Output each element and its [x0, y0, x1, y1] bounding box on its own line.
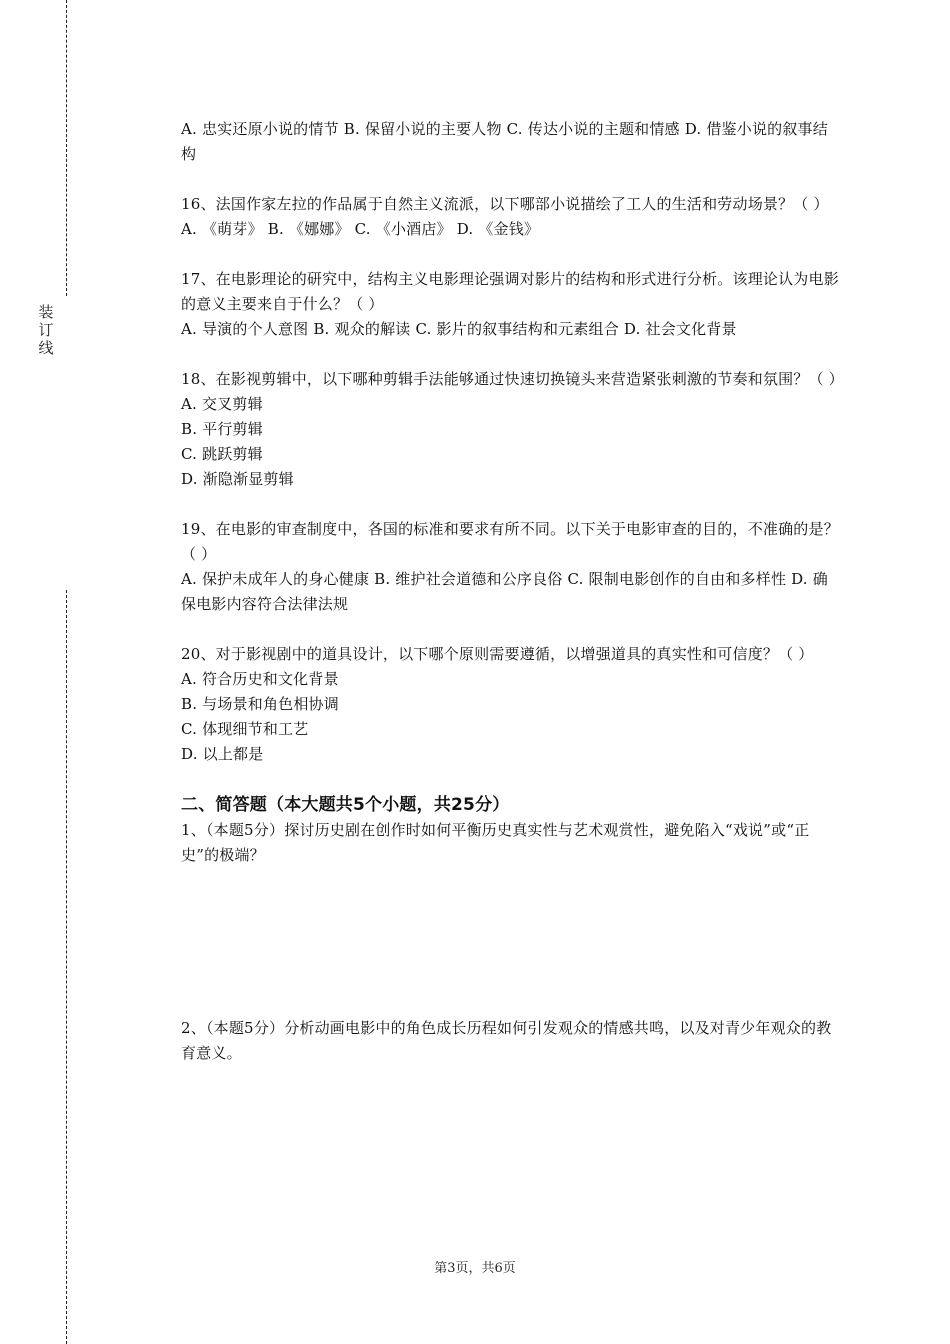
binding-line-bottom	[66, 590, 67, 1344]
option-c: C. 跳跃剪辑	[181, 445, 263, 463]
question-18	[181, 367, 844, 492]
option-b: B. 平行剪辑	[181, 420, 263, 438]
question-19	[181, 517, 841, 617]
question-stem: 20、对于影视剧中的道具设计，以下哪个原则需要遵循，以增强道具的真实性和可信度？（ ）	[181, 645, 814, 663]
question-options: A. 《萌芽》 B. 《娜娜》 C. 《小酒店》 D. 《金钱》	[181, 220, 540, 238]
answer-space	[181, 868, 841, 1016]
section-title: 二、简答题（本大题共5个小题，共25分）	[181, 795, 510, 815]
question-stem: 16、法国作家左拉的作品属于自然主义流派，以下哪部小说描绘了工人的生活和劳动场景？（ ）	[181, 195, 829, 213]
question-options: A. 导演的个人意图 B. 观众的解读 C. 影片的叙事结构和元素组合 D. 社会文化背景	[181, 320, 737, 338]
option-a: A. 符合历史和文化背景	[181, 670, 339, 688]
page-number: 第3页，共6页	[434, 1261, 516, 1276]
binding-line-top	[66, 0, 67, 296]
short-answer-1: 1、（本题5分）探讨历史剧在创作时如何平衡历史真实性与艺术观赏性，避免陷入“戏说”或“正史”的极端？	[181, 821, 810, 864]
option-d: D. 以上都是	[181, 745, 264, 763]
question-stem: 18、在影视剪辑中，以下哪种剪辑手法能够通过快速切换镜头来营造紧张刺激的节奏和氛围？（ ）	[181, 370, 844, 388]
binding-char: 装	[38, 303, 54, 321]
question-15	[181, 117, 841, 167]
binding-label	[37, 303, 55, 357]
question-17	[181, 267, 841, 342]
short-answer-2: 2、（本题5分）分析动画电影中的角色成长历程如何引发观众的情感共鸣，以及对青少年观众的教育意义。	[181, 1019, 832, 1062]
question-options: A. 保护未成年人的身心健康 B. 维护社会道德和公序良俗 C. 限制电影创作的自由和多样性 D. 确保电影内容符合法律法规	[181, 570, 828, 613]
question-stem: 17、在电影理论的研究中，结构主义电影理论强调对影片的结构和形式进行分析。该理论认为电影的意义主要来自于什么？（ ）	[181, 270, 839, 313]
question-16	[181, 192, 841, 242]
binding-char: 线	[38, 339, 54, 357]
question-options: A. 忠实还原小说的情节 B. 保留小说的主要人物 C. 传达小说的主题和情感 D. 借鉴小说的叙事结构	[181, 120, 828, 163]
question-20	[181, 642, 841, 767]
option-b: B. 与场景和角色相协调	[181, 695, 339, 713]
binding-char: 订	[38, 321, 54, 339]
option-d: D. 渐隐渐显剪辑	[181, 470, 294, 488]
option-a: A. 交叉剪辑	[181, 395, 263, 413]
question-stem: 19、在电影的审查制度中，各国的标准和要求有所不同。以下关于电影审查的目的，不准确的是？（ ）	[181, 520, 839, 563]
option-c: C. 体现细节和工艺	[181, 720, 309, 738]
exam-content	[181, 117, 844, 1066]
